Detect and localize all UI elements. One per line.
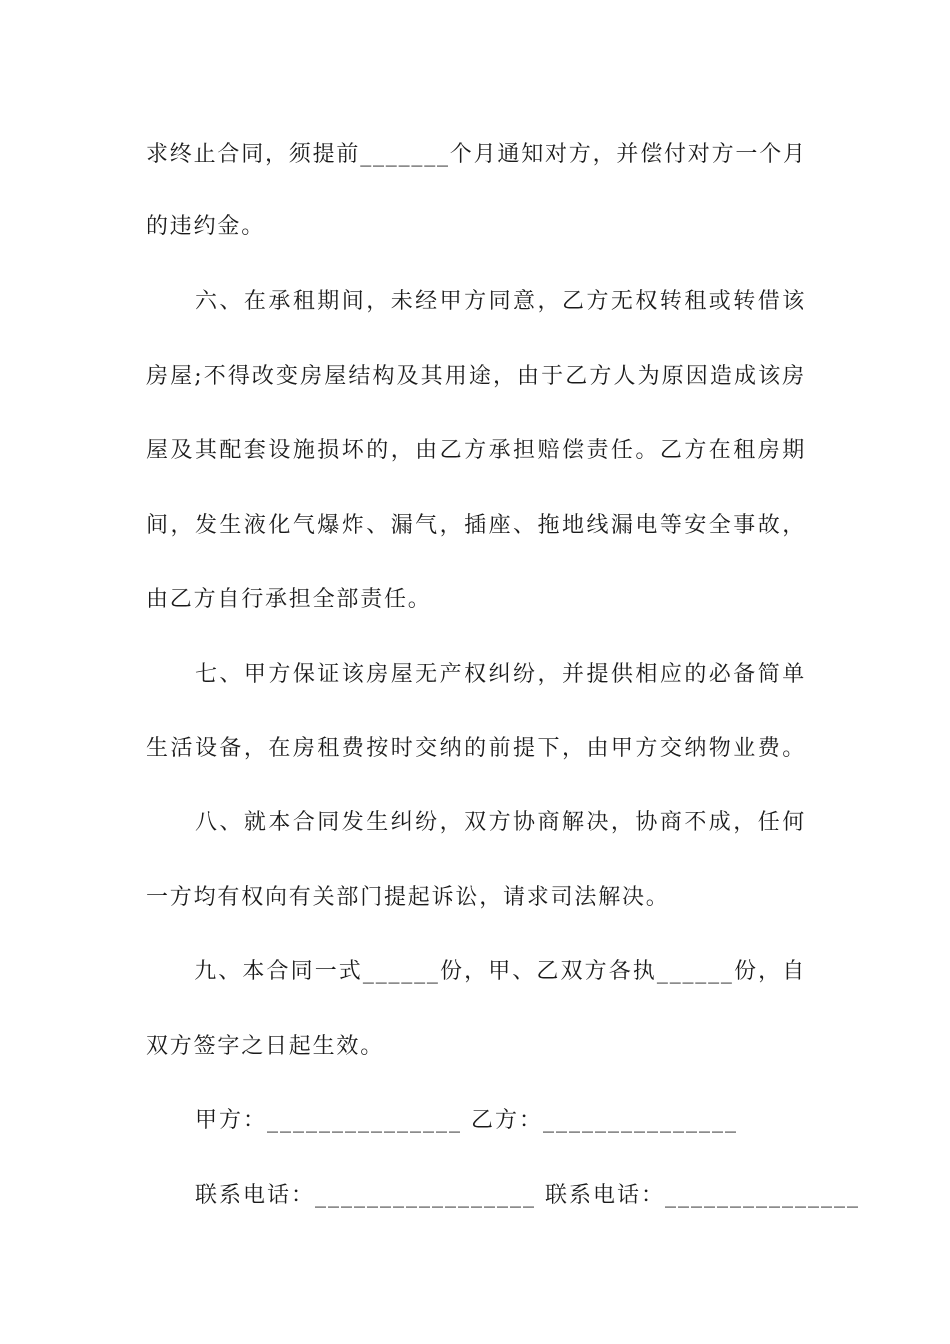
paragraph-line: 六、在承租期间，未经甲方同意，乙方无权转租或转借该: [146, 289, 806, 314]
paragraph-line: 生活设备，在房租费按时交纳的前提下，由甲方交纳物业费。: [146, 736, 806, 761]
paragraph-line: 一方均有权向有关部门提起诉讼，请求司法解决。: [146, 885, 670, 910]
paragraph-line: 屋及其配套设施损坏的，由乙方承担赔偿责任。乙方在租房期: [146, 438, 806, 463]
paragraph-line: 求终止合同，须提前_______个月通知对方，并偿付对方一个月: [146, 142, 807, 167]
signature-phone-line: 联系电话：_________________ 联系电话：_______________: [195, 1183, 860, 1208]
paragraph-line: 间，发生液化气爆炸、漏气，插座、拖地线漏电等安全事故，: [146, 513, 806, 538]
paragraph-line: 双方签字之日起生效。: [146, 1034, 385, 1059]
signature-party-line: 甲方：_______________ 乙方：_______________: [195, 1108, 738, 1133]
paragraph-line: 八、就本合同发生纠纷，双方协商解决，协商不成，任何: [146, 810, 806, 835]
paragraph-line: 的违约金。: [146, 214, 266, 239]
paragraph-line: 由乙方自行承担全部责任。: [146, 587, 432, 612]
paragraph-line: 七、甲方保证该房屋无产权纠纷，并提供相应的必备简单: [146, 662, 806, 687]
paragraph-line: 房屋;不得改变房屋结构及其用途，由于乙方人为原因造成该房: [146, 364, 806, 389]
paragraph-line: 九、本合同一式______份，甲、乙双方各执______份，自: [146, 959, 806, 984]
